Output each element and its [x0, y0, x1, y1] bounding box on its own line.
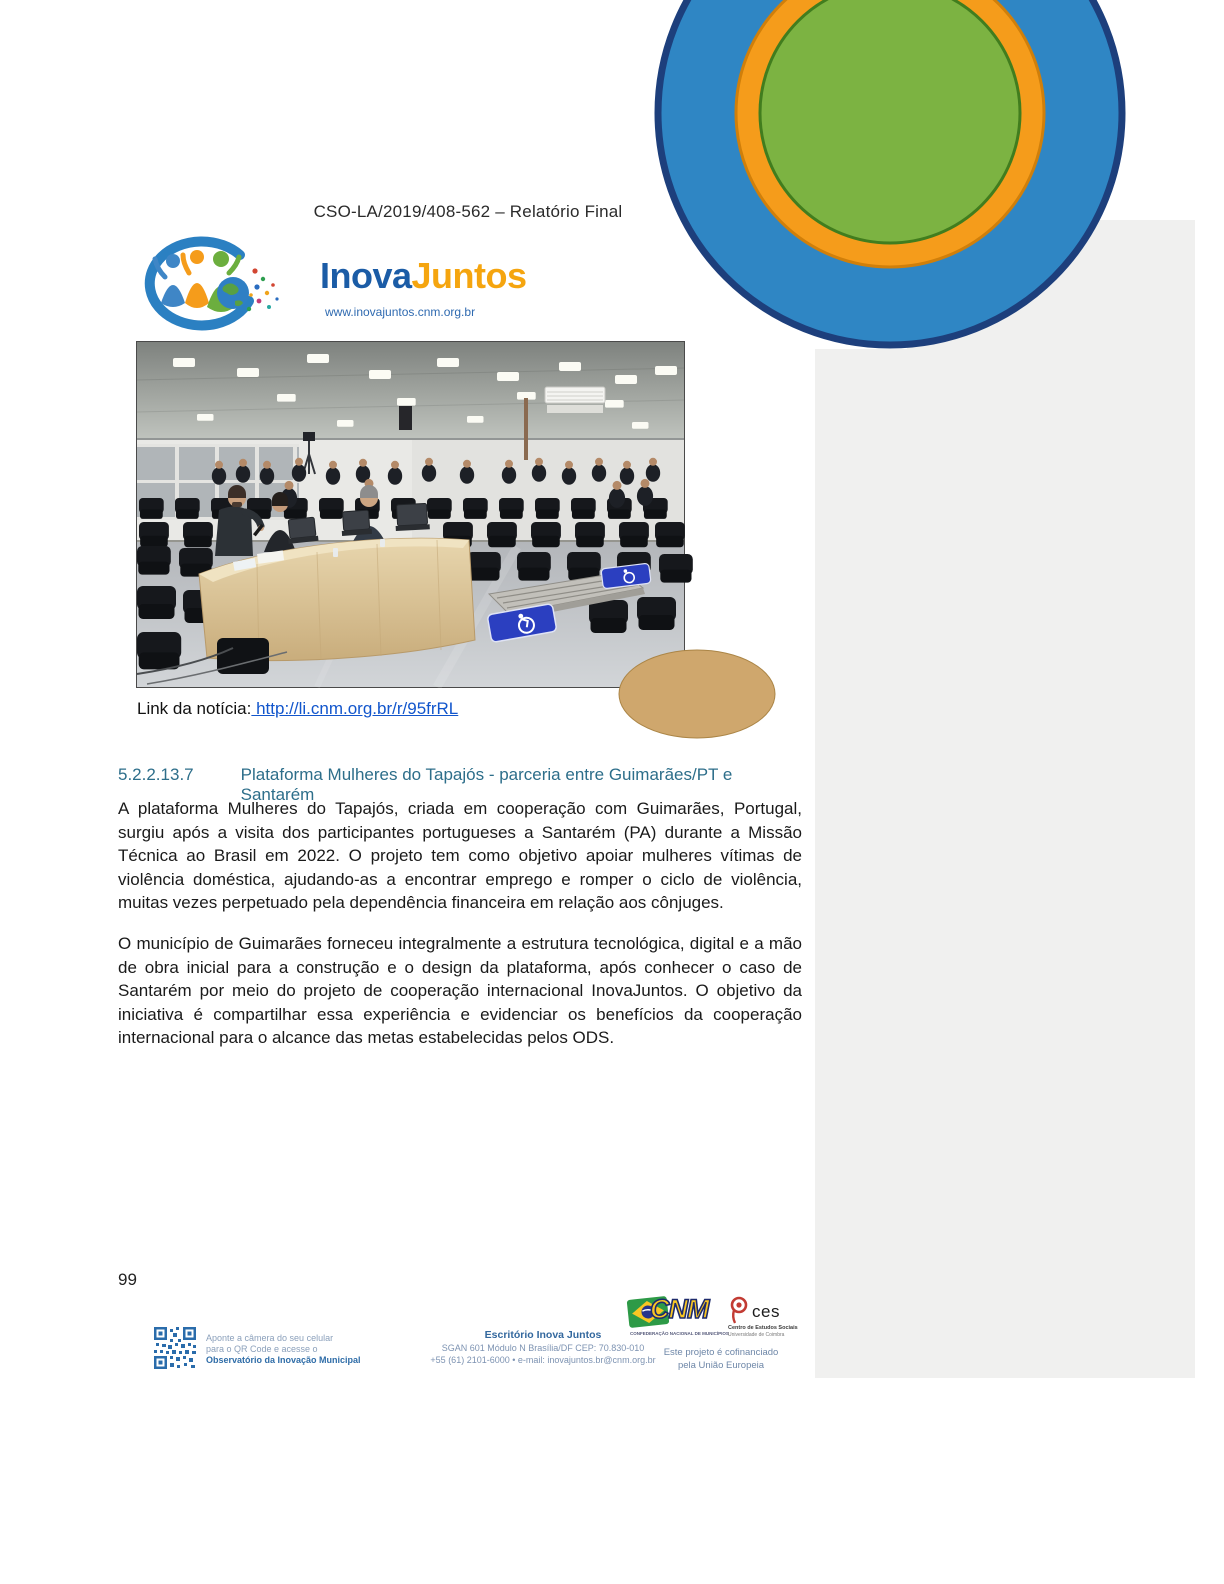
corner-swoosh-icon [705, 238, 907, 349]
cofinance-note [636, 1347, 806, 1372]
ces-caption-1: Centro de Estudos Sociais [728, 1325, 798, 1331]
qr-caption [206, 1333, 361, 1366]
ces-acronym: ces [752, 1302, 780, 1321]
auditorium-photo-scene [137, 342, 684, 687]
laptop-icon [395, 503, 430, 531]
running-header [303, 202, 633, 232]
water-glass [380, 539, 385, 547]
cnm-logo [628, 1292, 729, 1337]
logo-wordmark [320, 255, 527, 297]
round-table [619, 650, 775, 738]
running-header-text: CSO-LA/2019/408-562 – Relatório Final [313, 202, 623, 221]
news-link-line [137, 699, 458, 719]
qr-caption-line3: Observatório da Inovação Municipal [206, 1355, 361, 1365]
cnm-caption: CONFEDERAÇÃO NACIONAL DE MUNICÍPIOS [630, 1331, 729, 1336]
news-link-label: Link da notícia: [137, 699, 252, 718]
corner-swoosh-arcs [705, 238, 907, 349]
speaker-box [399, 406, 412, 430]
page-number: 99 [118, 1270, 137, 1289]
paragraph-1: A plataforma Mulheres do Tapajós, criada em cooperação com Guimarães, Portugal, surgiu após a visita dos participantes portugueses a Santarém (PA) durante a Missão Técnica ao Brasil em 2022. O projeto tem como objetivo apoiar mulheres vítimas de violência doméstica, ajudando-as a encontrar emprego e romper o ciclo de violência, muitas vezes perpetuado pela dependência financeira em relação aos cônjuges. [118, 799, 802, 913]
inovajuntos-logo-icon [137, 243, 317, 337]
office-address: SGAN 601 Módulo N Brasília/DF CEP: 70.830-010 [441, 1343, 645, 1353]
cofinance-line2: pela União Europeia [677, 1359, 765, 1371]
qr-caption-line1: Aponte a câmera do seu celular [206, 1333, 334, 1343]
ces-logo [728, 1295, 812, 1339]
news-link[interactable]: http://li.cnm.org.br/r/95frRL [251, 699, 459, 718]
cofinance-line1: Este projeto é cofinanciado [663, 1347, 779, 1358]
section-number: 5.2.2.13.7 [118, 765, 194, 784]
ac-unit [545, 387, 605, 413]
qr-caption-line2: para o QR Code e acesse o [206, 1344, 318, 1354]
logo-word-inova: Inova [320, 255, 412, 296]
office-contact: +55 (61) 2101-6000 • e-mail: inovajuntos.br@cnm.org.br [430, 1355, 656, 1365]
logo-word-juntos: Juntos [411, 255, 527, 296]
wall-pipe [524, 398, 528, 460]
office-title: Escritório Inova Juntos [484, 1329, 602, 1341]
laptop-icon [286, 517, 318, 544]
cnm-acronym: CNM [650, 1294, 709, 1324]
logo-website: www.inovajuntos.cnm.org.br [325, 305, 476, 319]
ces-caption-2: Universidade de Coimbra [728, 1332, 785, 1338]
qr-code-icon [154, 1327, 196, 1369]
ces-mark-icon [728, 1295, 750, 1325]
gray-side-panel [815, 220, 1195, 1378]
section-title: Plataforma Mulheres do Tapajós - parceria entre Guimarães/PT e Santarém [240, 765, 733, 804]
laptop-icon [340, 510, 372, 536]
water-glass [333, 548, 338, 557]
inovajuntos-logo [137, 243, 561, 337]
auditorium-photo [136, 341, 685, 688]
paragraph-2: O município de Guimarães forneceu integralmente a estrutura tecnológica, digital e a mão de obra inicial para a construção e o design da plataforma, após conhecer o caso de Santarém por meio do projeto de cooperação internacional InovaJuntos. O objetivo da iniciativa é compartilhar essa experiência e evidenciar os benefícios da cooperação internacional para o alcance das metas estabelecidas pelos ODS. [118, 934, 802, 1048]
